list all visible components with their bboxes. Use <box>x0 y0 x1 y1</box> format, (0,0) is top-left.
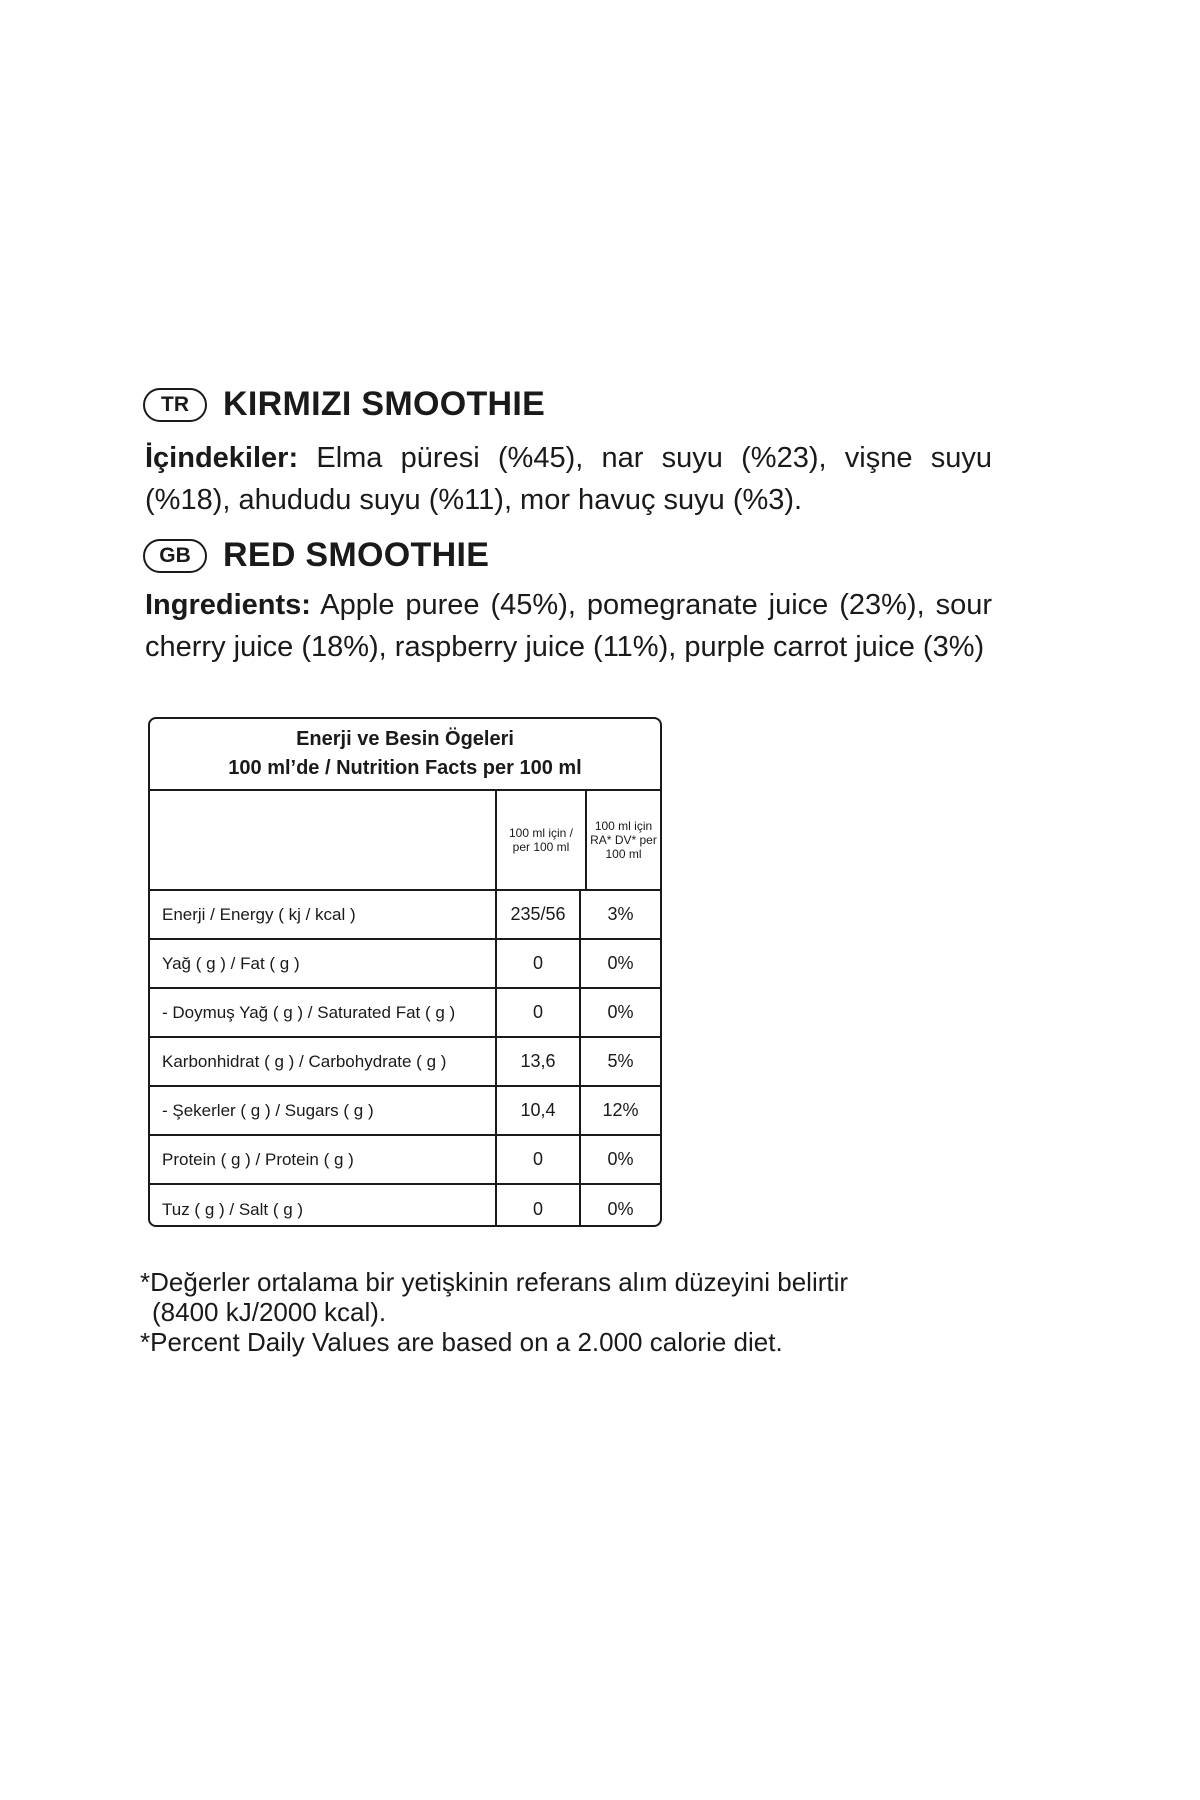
footnotes <box>140 1267 848 1357</box>
tr-product-title: KIRMIZI SMOOTHIE <box>223 385 546 423</box>
tr-ingredients-text: Elma püresi (%45), nar suyu (%23), vişne suyu (%18), ahududu suyu (%11), mor havuç suyu (%3). <box>145 442 992 516</box>
header-label-cell <box>150 791 495 889</box>
row-value: 0 <box>495 940 579 987</box>
header-per-100ml: 100 ml için / per 100 ml <box>495 791 585 889</box>
nutrition-table <box>148 717 662 1227</box>
table-row <box>150 1136 660 1185</box>
tr-section-header <box>143 385 545 424</box>
gb-product-title: RED SMOOTHIE <box>223 536 490 574</box>
row-label: - Şekerler ( g ) / Sugars ( g ) <box>162 1100 374 1120</box>
row-label: - Doymuş Yağ ( g ) / Saturated Fat ( g ) <box>162 1002 456 1022</box>
footnote-tr-energy: (8400 kJ/2000 kcal). <box>152 1297 387 1327</box>
row-percent: 0% <box>579 1185 660 1227</box>
header-daily-value: 100 ml için RA* DV* per 100 ml <box>585 791 660 889</box>
nutrition-title-line2: 100 ml’de / Nutrition Facts per 100 ml <box>228 757 582 779</box>
tr-ingredients <box>145 437 992 521</box>
row-value: 0 <box>495 1136 579 1183</box>
row-value: 10,4 <box>495 1087 579 1134</box>
row-value: 0 <box>495 1185 579 1227</box>
row-percent: 0% <box>579 1136 660 1183</box>
table-row <box>150 940 660 989</box>
row-label: Protein ( g ) / Protein ( g ) <box>162 1149 354 1169</box>
table-row <box>150 1038 660 1087</box>
table-row <box>150 891 660 940</box>
row-value: 0 <box>495 989 579 1036</box>
table-row <box>150 1185 660 1227</box>
gb-ingredients-label: Ingredients: <box>145 589 311 621</box>
table-row <box>150 1087 660 1136</box>
row-percent: 0% <box>579 989 660 1036</box>
tr-language-badge: TR <box>143 388 207 422</box>
row-label: Enerji / Energy ( kj / kcal ) <box>162 904 356 924</box>
row-percent: 5% <box>579 1038 660 1085</box>
row-value: 13,6 <box>495 1038 579 1085</box>
row-percent: 3% <box>579 891 660 938</box>
gb-section-header <box>143 536 489 575</box>
nutrition-header-row <box>150 791 660 891</box>
footnote-tr: *Değerler ortalama bir yetişkinin referans alım düzeyini belirtir <box>140 1267 849 1297</box>
gb-ingredients <box>145 584 992 668</box>
footnote-gb: *Percent Daily Values are based on a 2.000 calorie diet. <box>140 1327 783 1357</box>
row-percent: 0% <box>579 940 660 987</box>
row-value: 235/56 <box>495 891 579 938</box>
row-label: Karbonhidrat ( g ) / Carbohydrate ( g ) <box>162 1051 447 1071</box>
tr-ingredients-label: İçindekiler: <box>145 442 299 474</box>
table-row <box>150 989 660 1038</box>
gb-ingredients-text: Apple puree (45%), pomegranate juice (23%), sour cherry juice (18%), raspberry juice (11%), purple carrot juice (3%) <box>145 589 992 663</box>
nutrition-title-line1: Enerji ve Besin Ögeleri <box>296 728 514 750</box>
row-label: Tuz ( g ) / Salt ( g ) <box>162 1199 304 1219</box>
gb-language-badge: GB <box>143 539 207 573</box>
row-label: Yağ ( g ) / Fat ( g ) <box>162 953 300 973</box>
nutrition-table-title <box>150 719 660 791</box>
row-percent: 12% <box>579 1087 660 1134</box>
